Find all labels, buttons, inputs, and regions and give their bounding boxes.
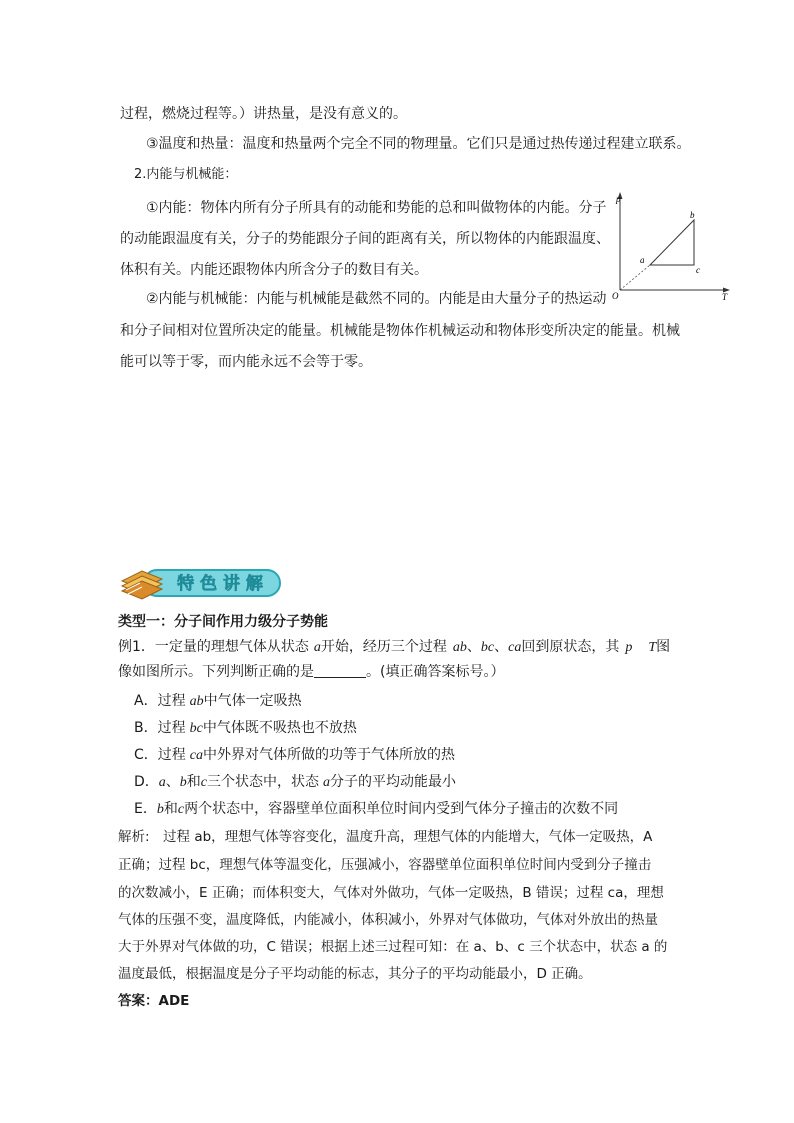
option-e-prefix: E． xyxy=(134,801,157,817)
analysis-line-3: 的次数减小，E 正确；而体积变大，气体对外做功，气体一定吸热，B 错误；过程 ca，理想 xyxy=(118,885,664,901)
analysis-line-1: 解析: 过程 ab，理想气体等容变化，温度升高，理想气体的内能增大，气体一定吸热，A xyxy=(118,829,653,845)
answer-blank xyxy=(314,663,366,678)
feature-banner xyxy=(120,563,284,601)
option-d-text: 、 xyxy=(165,774,180,790)
process-triangle xyxy=(650,220,694,265)
section-heading-internal-mechanical: 2.内能与机械能： xyxy=(134,167,238,182)
origin-label: O xyxy=(612,291,619,301)
process-ab: ab xyxy=(452,640,467,655)
option-a-prefix: A．过程 xyxy=(134,693,186,709)
banner-title: 特 色 讲 解 xyxy=(177,574,263,594)
option-b-var: bc xyxy=(189,721,203,736)
state-a: a xyxy=(313,640,321,655)
option-d xyxy=(134,772,456,793)
question-stem-line-1 xyxy=(118,637,670,658)
answer-line xyxy=(118,991,189,1011)
option-a xyxy=(134,691,302,712)
process-bc: bc xyxy=(480,640,495,655)
option-d-var: c xyxy=(200,775,207,790)
option-d-text: 和 xyxy=(186,774,201,790)
analysis-line-4: 气体的压强不变，温度降低，内能减小，体积减小，外界对气体做功，气体对外放出的热量 xyxy=(118,912,658,928)
option-e xyxy=(134,799,618,820)
option-c-text: 中外界对气体所做的功等于气体所放的热 xyxy=(203,747,455,763)
option-d-text: 三个状态中，状态 xyxy=(207,774,319,790)
stem-line2-suffix: 。(填正确答案标号。） xyxy=(366,664,505,680)
answer-label: 答案： xyxy=(118,993,159,1009)
stem-line2-prefix: 像如图所示。下列判断正确的是 xyxy=(118,664,314,680)
separator: 、 xyxy=(494,639,509,655)
option-d-var: b xyxy=(179,775,187,790)
option-a-var: ab xyxy=(189,694,204,709)
comparison-line-2: 和分子间相对位置所决定的能量。机械能是物体作机械运动和物体形变所决定的能量。机械 xyxy=(120,323,680,339)
point-a-label: a xyxy=(640,255,645,265)
comparison-line-1: ②内能与机械能：内能与机械能是截然不同的。内能是由大量分子的热运动 xyxy=(146,291,607,307)
point-c-label: c xyxy=(696,265,700,275)
temperature-heat-paragraph: ③温度和热量：温度和热量两个完全不同的物理量。它们只是通过热传递过程建立联系。 xyxy=(146,136,691,152)
option-d-prefix: D． xyxy=(134,774,159,790)
analysis-line-5: 大于外界对气体做的功，C 错误；根据上述三过程可知：在 a、b、c 三个状态中，状态 a 的 xyxy=(118,939,668,955)
option-d-var: a xyxy=(158,775,166,790)
option-b-prefix: B．过程 xyxy=(134,720,186,736)
separator: 、 xyxy=(466,639,481,655)
analysis-line-2: 正确；过程 bc，理想气体等温变化，压强减小，容器壁单位面积单位时间内受到分子撞击 xyxy=(118,857,652,873)
point-b-label: b xyxy=(690,210,695,220)
answer-value: ADE xyxy=(158,993,190,1009)
graph-t: T xyxy=(648,640,657,655)
option-e-text: 两个状态中，容器壁单位面积单位时间内受到气体分子撞击的次数不同 xyxy=(184,801,619,817)
internal-energy-line-2: 的动能跟温度有关，分子的势能跟分子间的距离有关，所以物体的内能跟温度、 xyxy=(120,231,610,247)
option-e-var: c xyxy=(177,802,185,817)
internal-energy-line-3: 体积有关。内能还跟物体内所含分子的数目有关。 xyxy=(120,262,428,278)
continued-text-line: 过程，燃烧过程等。）讲热量，是没有意义的。 xyxy=(120,106,407,122)
internal-energy-line-1: ①内能：物体内所有分子所具有的动能和势能的总和叫做物体的内能。分子 xyxy=(146,200,607,216)
stem-end: 回到原状态，其 xyxy=(521,639,620,655)
option-c-var: ca xyxy=(189,748,203,763)
option-c xyxy=(134,745,455,766)
p-t-diagram xyxy=(608,190,734,302)
type-heading: 类型一：分子间作用力级分子势能 xyxy=(118,614,328,630)
analysis-line-6: 温度最低，根据温度是分子平均动能的标志，其分子的平均动能最小，D 正确。 xyxy=(118,966,592,982)
option-a-text: 中气体一定吸热 xyxy=(203,693,302,709)
p-axis-label: p xyxy=(616,194,621,204)
t-axis-label: T xyxy=(722,292,728,302)
stem-mid: 开始，经历三个过程 xyxy=(320,639,447,655)
option-e-var: b xyxy=(156,802,164,817)
origin-dashed-line xyxy=(620,265,650,290)
option-c-prefix: C．过程 xyxy=(134,747,186,763)
graph-tail: 图 xyxy=(656,639,671,655)
stem-prefix: 例1．一定量的理想气体从状态 xyxy=(118,639,309,655)
question-stem-line-2 xyxy=(118,662,504,682)
option-b xyxy=(134,718,357,739)
option-d-var: a xyxy=(323,775,330,790)
option-b-text: 中气体既不吸热也不放热 xyxy=(202,720,357,736)
option-e-text: 和 xyxy=(163,801,178,817)
graph-p: p xyxy=(625,640,633,655)
comparison-line-3: 能可以等于零，而内能永远不会等于零。 xyxy=(120,354,372,370)
process-ca: ca xyxy=(508,640,522,655)
option-d-text: 分子的平均动能最小 xyxy=(330,774,456,790)
